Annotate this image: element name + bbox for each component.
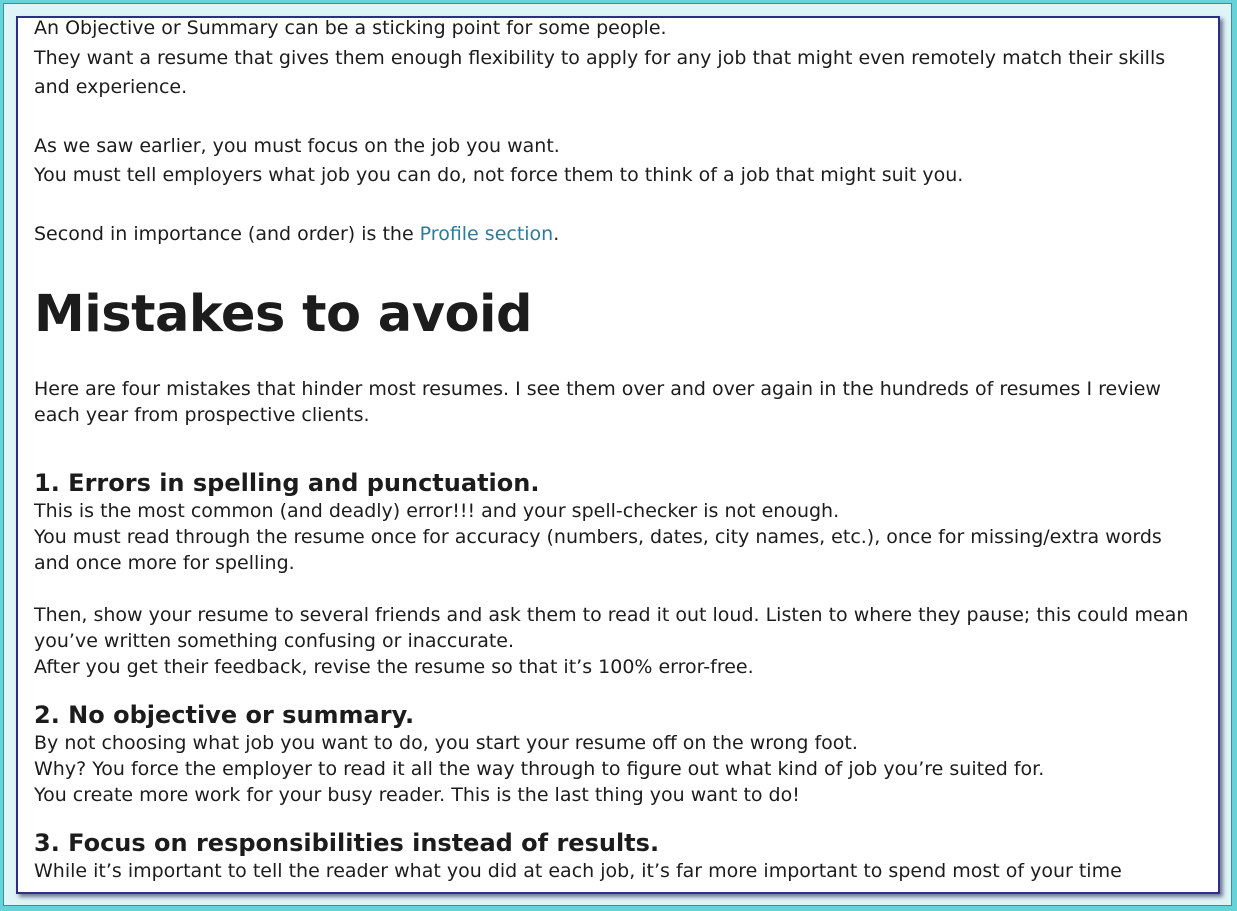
section-paragraph: [34, 858, 1220, 884]
profile-prefix: Second in importance (and order) is the: [34, 222, 420, 245]
text-line: By not choosing what job you want to do, you start your resume off on the wrong foot.: [34, 732, 858, 754]
profile-section-link[interactable]: Profile section: [419, 222, 554, 245]
text-line: While it’s important to tell the reader what you did at each job, it’s far more important to spend most of your time: [34, 860, 1122, 882]
document-page: [16, 16, 1220, 894]
text-line: This is the most common (and deadly) error!!! and your spell-checker is not enough.: [34, 500, 840, 522]
text-line: You create more work for your busy reader. This is the last thing you want to do!: [34, 784, 800, 806]
text-line: each year from prospective clients.: [34, 404, 370, 426]
section-paragraph: [34, 498, 1220, 576]
section-paragraph: [34, 730, 1220, 808]
document-content: [34, 16, 1220, 894]
focus-paragraph: [34, 132, 1220, 191]
section-responsibilities: [34, 828, 1220, 884]
section-spelling: [34, 468, 1220, 680]
section-title: 1. Errors in spelling and punctuation.: [34, 469, 540, 497]
section-title: 3. Focus on responsibilities instead of results.: [34, 829, 660, 857]
text-line: You must tell employers what job you can do, not force them to think of a job that might suit you.: [34, 164, 964, 186]
text-line: An Objective or Summary can be a sticking point for some people.: [34, 17, 667, 39]
text-line: They want a resume that gives them enough flexibility to apply for any job that might even remotely match their skills: [34, 46, 1166, 69]
text-line: Then, show your resume to several friends and ask them to read it out loud. Listen to where they pause; this could mean: [34, 604, 1189, 626]
intro-paragraph: [34, 376, 1220, 428]
profile-suffix: .: [553, 222, 560, 245]
section-paragraph: [34, 602, 1220, 680]
section-title: 2. No objective or summary.: [34, 701, 415, 729]
profile-line: [34, 220, 1220, 250]
section-objective: [34, 700, 1220, 808]
page-heading: Mistakes to avoid: [34, 285, 532, 344]
text-line: You must read through the resume once for accuracy (numbers, dates, city names, etc.), once for missing/extra words: [34, 526, 1162, 548]
text-line: After you get their feedback, revise the resume so that it’s 100% error-free.: [34, 656, 754, 678]
text-line: and experience.: [34, 76, 188, 98]
text-line: Why? You force the employer to read it all the way through to figure out what kind of job you’re suited for.: [34, 758, 1045, 780]
text-line: you’ve written something confusing or inaccurate.: [34, 630, 515, 652]
text-line: and once more for spelling.: [34, 552, 295, 574]
objective-paragraph: [34, 16, 1220, 103]
text-line: As we saw earlier, you must focus on the job you want.: [34, 134, 560, 157]
text-line: Here are four mistakes that hinder most resumes. I see them over and over again in the hundreds of resumes I review: [34, 378, 1161, 400]
